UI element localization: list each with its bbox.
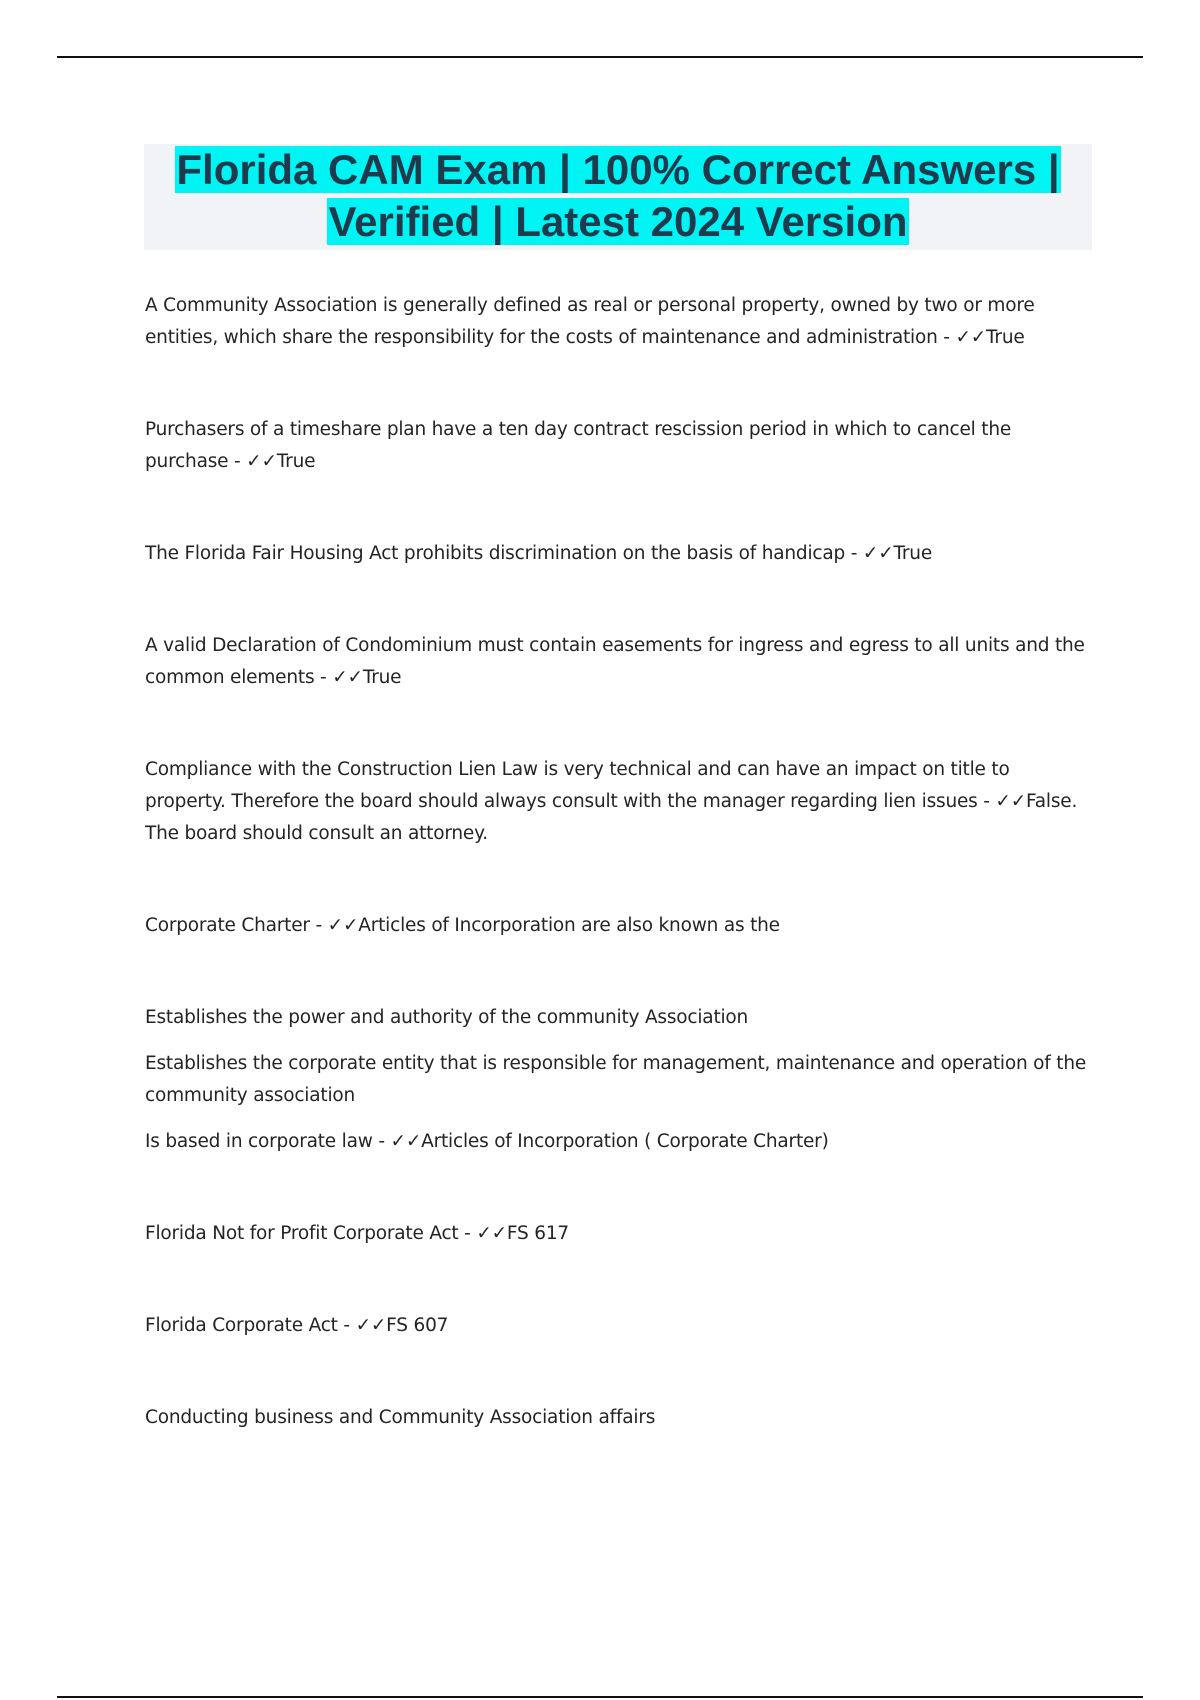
- qa-item: [145, 754, 1090, 850]
- qa-item: [145, 414, 1090, 478]
- question-text: A valid Declaration of Condominium must contain easements for ingress and egress to all units and the common elements -: [145, 635, 1085, 688]
- question-text: Is based in corporate law -: [145, 1131, 391, 1152]
- answer-text: True: [362, 667, 402, 688]
- qa-list: [145, 290, 1090, 1434]
- qa-item: [145, 1126, 1090, 1158]
- question-text: Compliance with the Construction Lien Law is very technical and can have an impact on title to property. Therefore the board should always consult with the manager regarding lien issues -: [145, 759, 1010, 812]
- checkmark-icon: ✓✓: [995, 791, 1027, 812]
- checkmark-icon: ✓✓: [355, 1315, 387, 1336]
- answer-text: Articles of Incorporation are also known as the: [358, 915, 780, 936]
- question-text: Conducting business and Community Association affairs: [145, 1407, 656, 1428]
- answer-text: Articles of Incorporation ( Corporate Charter): [421, 1131, 829, 1152]
- document-title: [144, 144, 1092, 248]
- title-line-2: Verified | Latest 2024 Version: [328, 198, 908, 245]
- qa-item: [145, 1048, 1090, 1112]
- answer-text: True: [893, 543, 933, 564]
- checkmark-icon: ✓✓: [390, 1131, 422, 1152]
- question-text: Corporate Charter -: [145, 915, 328, 936]
- qa-item: [145, 538, 1090, 570]
- qa-item: [145, 1310, 1090, 1342]
- qa-item: [145, 290, 1090, 354]
- question-text: A Community Association is generally defined as real or personal property, owned by two or more entities, which share the responsibility for the costs of maintenance and administration -: [145, 295, 1035, 348]
- top-divider: [57, 56, 1143, 58]
- answer-text: FS 617: [506, 1223, 569, 1244]
- question-text: Florida Not for Profit Corporate Act -: [145, 1223, 477, 1244]
- answer-text: True: [986, 327, 1025, 348]
- question-text: Purchasers of a timeshare plan have a ten day contract rescission period in which to cancel the purchase -: [145, 419, 1012, 472]
- answer-text: True: [276, 451, 316, 472]
- checkmark-icon: ✓✓: [246, 451, 277, 472]
- qa-item: [145, 910, 1090, 942]
- qa-item: [145, 1402, 1090, 1434]
- answer-text: False. The board should consult an attorney.: [145, 791, 1078, 844]
- answer-text: FS 607: [386, 1315, 449, 1336]
- title-banner: [144, 144, 1092, 250]
- checkmark-icon: ✓✓: [476, 1223, 507, 1244]
- question-text: Florida Corporate Act -: [145, 1315, 356, 1336]
- title-line-1: Florida CAM Exam | 100% Correct Answers |: [176, 146, 1060, 193]
- bottom-divider: [57, 1696, 1143, 1698]
- checkmark-icon: ✓✓: [955, 327, 987, 348]
- checkmark-icon: ✓✓: [332, 667, 363, 688]
- question-text: The Florida Fair Housing Act prohibits discrimination on the basis of handicap -: [145, 543, 863, 564]
- question-text: Establishes the power and authority of the community Association: [145, 1007, 749, 1028]
- question-text: Establishes the corporate entity that is responsible for management, maintenance and operation of the community association: [145, 1053, 1087, 1106]
- qa-item: [145, 1002, 1090, 1034]
- checkmark-icon: ✓✓: [327, 915, 359, 936]
- qa-item: [145, 630, 1090, 694]
- qa-item: [145, 1218, 1090, 1250]
- checkmark-icon: ✓✓: [862, 543, 894, 564]
